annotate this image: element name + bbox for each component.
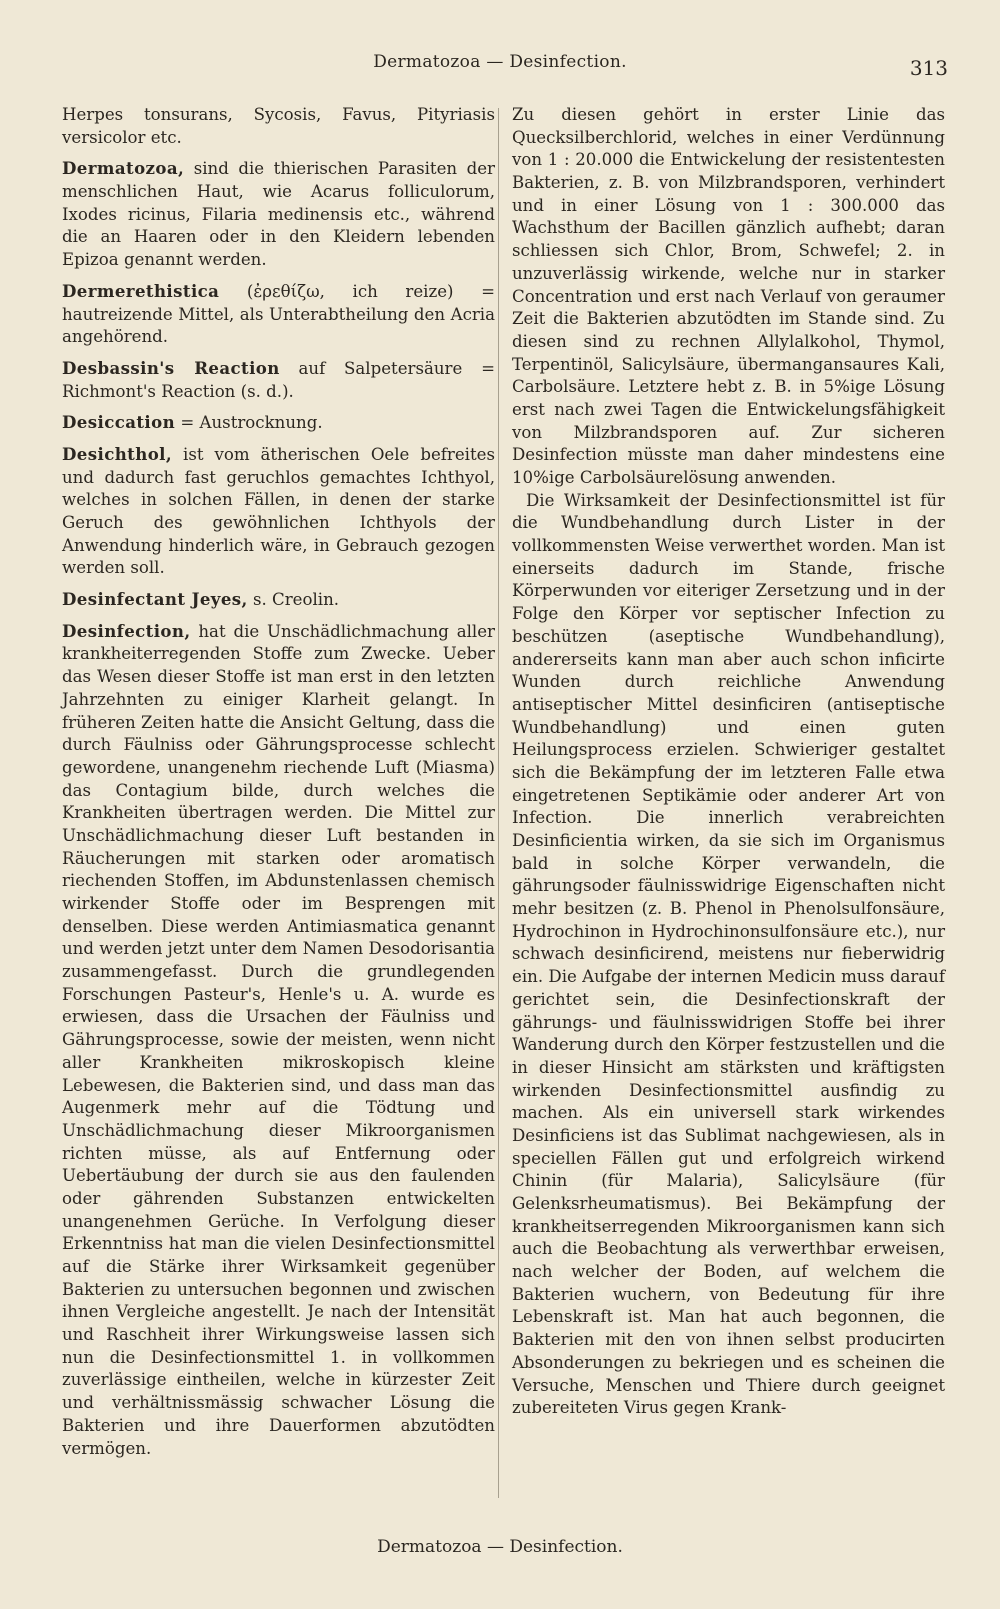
entry-dermerethistica [62, 280, 495, 349]
column-divider [498, 108, 499, 1498]
running-head: Dermatozoa — Desinfection. [373, 52, 627, 72]
running-footer: Dermatozoa — Desinfection. [377, 1537, 623, 1557]
entry-headword: Desichthol, [62, 443, 173, 464]
entry-dermatozoa [62, 157, 495, 271]
right-column [512, 104, 945, 1420]
page-number: 313 [909, 56, 948, 80]
entry-continuation: Herpes tonsurans, Sycosis, Favus, Pityriasis versicolor etc. [62, 105, 495, 147]
left-column [62, 104, 495, 1460]
entry-text: hat die Unschädlichmachung aller krankheiterregenden Stoffe zum Zwecke. Ueber das Wesen dieser Stoffe ist man erst in den letzten Jahrzehnten zu einiger Klarheit gelangt. In früheren Zeiten hatte die Ansicht Geltung, dass die durch Fäulniss oder Gährungsprocesse schlecht gewordene, unangenehm riechende Luft (Miasma) das Contagium bilde, durch welches die Krankheiten übertragen werden. Die Mittel zur Unschädlichmachung dieser Luft bestanden in Räucherungen mit starken oder aromatisch riechenden Stoffen, im Abdunstenlassen chemisch wirkender Stoffe oder im Besprengen mit denselben. Diese werden Antimiasmatica genannt und werden jetzt unter dem Namen Desodorisantia zusammengefasst. Durch die grundlegenden Forschungen Pasteur's, Henle's u. A. wurde es erwiesen, dass die Ursachen der Fäulniss und Gährungsprocesse, sowie der meisten, wenn nicht aller Krankheiten mikroskopisch kleine Lebewesen, die Bakterien sind, und dass man das Augenmerk mehr auf die Tödtung und Unschädlichmachung dieser Mikroorganismen richten müsse, als auf Entfernung oder Uebertäubung der durch sie aus den faulenden oder gährenden Substanzen entwickelten unangenehmen Gerüche. In Verfolgung dieser Erkenntniss hat man die vielen Desinfectionsmittel auf die Stärke ihrer Wirksamkeit gegenüber Bakterien zu untersuchen begonnen und zwischen ihnen Vergleiche angestellt. Je nach der Intensität und Raschheit ihrer Wirkungsweise lassen sich nun die Desinfectionsmittel 1. in vollkommen zuverlässige eintheilen, welche in kürzester Zeit und verhältnissmässig schwacher Lösung die Bakterien und ihre Dauerformen abzutödten vermögen. [62, 621, 495, 1458]
entry-text: sind die thierischen Parasiten der menschlichen Haut, wie Acarus folliculorum, Ixodes ricinus, Filaria medinensis etc., während die an Haaren oder in den Kleidern lebenden Epizoa genannt werden. [62, 159, 495, 270]
entry-headword: Desiccation [62, 412, 176, 433]
entry-desbassins-reaction [62, 357, 495, 403]
entry-headword: Desbassin's Reaction [62, 357, 280, 378]
entry-desiccation [62, 411, 495, 435]
paragraph: Die Wirksamkeit der Desinfectionsmittel ist für die Wundbehandlung durch Lister in der vollkommensten Weise verwerthet worden. Man ist einerseits dadurch im Stande, frische Körperwunden vor eiteriger Zersetzung und in der Folge den Körper vor septischer Infection zu beschützen (aseptische Wundbehandlung), andererseits kann man aber auch schon inficirte Wunden durch reichliche Anwendung antiseptischer Mittel desinficiren (antiseptische Wundbehandlung) und einen guten Heilungsprocess erzielen. Schwieriger gestaltet sich die Bekämpfung der im letzteren Falle etwa eingetretenen Septikämie oder anderer Art von Infection. Die innerlich verabreichten Desinficientia wirken, da sie sich im Organismus bald in solche Körper verwandeln, die gährungsoder fäulnisswidrige Eigenschaften nicht mehr besitzen (z. B. Phenol in Phenolsulfonsäure, Hydrochinon in Hydrochinonsulfonsäure etc.), nur schwach desinficirend, meistens nur fieberwidrig ein. Die Aufgabe der internen Medicin muss darauf gerichtet sein, die Desinfectionskraft der gährungs- und fäulnisswidrigen Stoffe bei ihrer Wanderung durch den Körper festzustellen und die in dieser Hinsicht am stärksten und kräftigsten wirkenden Desinfectionsmittel ausfindig zu machen. Als ein universell stark wirkendes Desinficiens ist das Sublimat nachgewiesen, als in speciellen Fällen gut und erfolgreich wirkend Chinin (für Malaria), Salicylsäure (für Gelenksrheumatismus). Bei Bekämpfung der krankheitserregenden Mikroorganismen kann sich auch die Beobachtung als verwerthbar erweisen, nach welcher der Boden, auf welchem die Bakterien wuchern, von Bedeutung für ihre Lebenskraft ist. Man hat auch begonnen, die Bakterien mit den von ihnen selbst producirten Absonderungen zu bekriegen und es scheinen die Versuche, Menschen und Thiere durch geeignet zubereiteten Virus gegen Krank- [512, 490, 945, 1418]
entry-desichthol [62, 443, 495, 580]
entry-text: (ἐρεθίζω, ich reize) = hautreizende Mittel, als Unterabtheilung den Acria angehörend. [62, 281, 495, 347]
entry-headword: Desinfection, [62, 620, 191, 641]
entry-desinfection [62, 620, 495, 1460]
entry-text: s. Creolin. [247, 590, 340, 610]
entry-headword: Desinfectant Jeyes, [62, 589, 248, 610]
entry-headword: Dermatozoa, [62, 158, 185, 179]
entry-text: auf Salpetersäure = Richmont's Reaction (s. d.). [62, 358, 495, 401]
entry-text: = Austrocknung. [175, 413, 323, 433]
entry-headword: Dermerethistica [62, 280, 220, 301]
entry-desinfectant-jeyes [62, 588, 495, 612]
entry-text: ist vom ätherischen Oele befreites und dadurch fast geruchlos gemachtes Ichthyol, welches in solchen Fällen, in denen der starke Geruch des gewöhnlichen Ichthyols der Anwendung hinderlich wäre, in Gebrauch gezogen werden soll. [62, 444, 495, 578]
paragraph: Zu diesen gehört in erster Linie das Quecksilberchlorid, welches in einer Verdünnung von 1 : 20.000 die Entwickelung der resistentesten Bakterien, z. B. von Milzbrandsporen, verhindert und in einer Lösung von 1 : 300.000 das Wachsthum der Bacillen gänzlich aufhebt; daran schliessen sich Chlor, Brom, Schwefel; 2. in unzuverlässig wirkende, welche nur in starker Concentration und erst nach Verlauf von geraumer Zeit die Bakterien abzutödten im Stande sind. Zu diesen sind zu rechnen Allylalkohol, Thymol, Terpentinöl, Salicylsäure, übermangansaures Kali, Carbolsäure. Letztere hebt z. B. in 5%ige Lösung erst nach zwei Tagen die Entwickelungsfähigkeit von Milzbrandsporen auf. Zur sicheren Desinfection müsste man daher mindestens eine 10%ige Carbolsäurelösung anwenden. [512, 105, 945, 487]
